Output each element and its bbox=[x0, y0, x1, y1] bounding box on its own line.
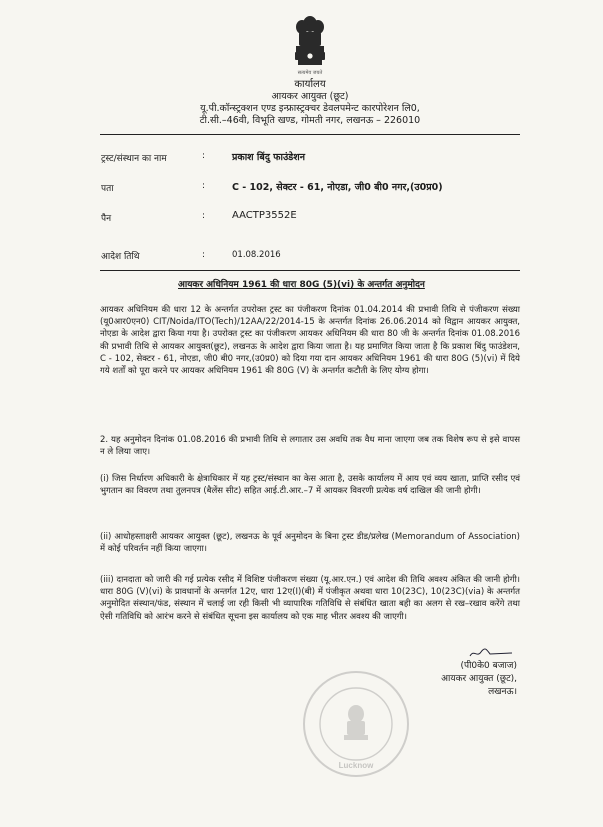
name-colon: : bbox=[202, 151, 206, 161]
address-colon: : bbox=[202, 181, 206, 191]
header-office: कार्यालय bbox=[294, 79, 326, 90]
emblem-motto: सत्यमेव जयते bbox=[297, 70, 323, 76]
fields-divider bbox=[100, 270, 520, 271]
header-authority: आयकर आयुक्त (छूट) bbox=[271, 91, 349, 102]
date-colon: : bbox=[202, 250, 206, 260]
signatory-designation: आयकर आयुक्त (छूट), bbox=[441, 674, 517, 684]
signatory-name: (पी0के0 बजाज) bbox=[460, 661, 517, 671]
header-building: यू.पी.कॉन्स्ट्रक्शन एण्ड इन्फ्रास्ट्रक्चर डेवलपमेन्ट कारपोरेशन लि0, bbox=[200, 103, 420, 114]
date-value: 01.08.2016 bbox=[232, 250, 281, 260]
name-label: ट्रस्ट/संस्थान का नाम bbox=[101, 154, 167, 164]
document-title: आयकर अधिनियम 1961 की धारा 80G (5)(vi) के अन्तर्गत अनुमोदन bbox=[178, 280, 425, 290]
header-address: टी.सी.–46वी, विभूति खण्ड, गोमती नगर, लखनऊ – 226010 bbox=[199, 115, 421, 126]
paragraph-5: (iii) दानदाता को जारी की गई प्रत्येक रसीद में विशिष्ट पंजीकरण संख्या (यू.आर.एन.) एवं आदेश की तिथि अवश्य अंकित की जानी होगी। धारा 80G (V)(vi) के प्रावधानों के अन्तर्गत 12ए, धारा 12ए(I)(बी) में पंजीकृत अथवा धारा 10(23C), 10(23C)(via) के अन्तर्गत अनुमोदित संस्थान/फंड, संस्थान में चलाई जा रही किसी भी व्यापारिक गतिविधि से संबंधित खाता बही का अलग से रख–रखाव करेंगे तथा ऐसी गतिविधि को आरंभ करने से संबंधित सूचना इस कार्यालय को एक माह भीतर अवश्य की जाएगी। bbox=[100, 575, 520, 622]
paragraph-4: (ii) आधोहस्ताक्षरी आयकर आयुक्त (छूट), लखनऊ के पूर्व अनुमोदन के बिना ट्रस्ट डीड/प्रलेख (Memorandum of Association) में कोई परिवर्तन नहीं किया जाएगा। bbox=[100, 532, 520, 555]
date-label: आदेश तिथि bbox=[101, 252, 140, 262]
official-seal-icon bbox=[300, 668, 412, 780]
pan-colon: : bbox=[202, 211, 206, 221]
paragraph-1: आयकर अधिनियम की धारा 12 के अन्तर्गत उपरोक्त ट्रस्ट का पंजीकरण दिनांक 01.04.2014 की प्रभावी तिथि से पंजीकरण संख्या (यू0आर0एन0) CIT/Noida/ITO(Tech)/12AA/22/2014-15 के अन्तर्गत दिनांक 26.06.2014 को विद्वान आयकर आयुक्त, नोएडा के आदेश द्वारा किया गया है। उपरोक्त ट्रस्ट का पंजीकरण आयकर अधिनियम की धारा 80 जी के अन्तर्गत दिनांक 01.08.2016 की प्रभावी तिथि से आयकर आयुक्त(छूट), लखनऊ के आदेश द्वारा किया जाता है। यह प्रमाणित किया जाता है कि प्रकाश बिंदु फाउंडेशन, C - 102, सेक्टर - 61, नोएडा, जी0 बी0 नगर,(उ0प्र0) को दिया गया दान आयकर अधिनियम 1961 की धारा 80G (5)(vi) में दिये गये शर्तों को पूरा करने पर आयकर अधिनियम 1961 की 80G (V) के अन्तर्गत कटौती के लिए योग्य होगा। bbox=[100, 305, 520, 377]
signature-scribble-icon bbox=[468, 647, 514, 659]
national-emblem-icon bbox=[290, 14, 330, 72]
name-value: प्रकाश बिंदु फाउंडेशन bbox=[232, 152, 305, 163]
header-divider bbox=[100, 134, 520, 135]
paragraph-3: (i) जिस निर्धारण अधिकारी के क्षेत्राधिकार में यह ट्रस्ट/संस्थान का केस आता है, उसके कार्यालय में आय एवं व्यय खाता, प्राप्ति रसीद एवं भुगतान का विवरण तथा तुलनपत्र (बैलेंस सीट) सहित आई.टी.आर.–7 में आयकर विवरणी प्रत्येक वर्ष दाखिल की जानी होगी। bbox=[100, 474, 520, 497]
address-value: C - 102, सेक्टर - 61, नोएडा, जी0 बी0 नगर,(उ0प्र0) bbox=[232, 182, 443, 193]
pan-value: AACTP3552E bbox=[232, 210, 297, 221]
signatory-place: लखनऊ। bbox=[488, 687, 517, 697]
seal-text: Lucknow bbox=[338, 761, 374, 770]
address-label: पता bbox=[101, 184, 114, 194]
pan-label: पैन bbox=[101, 214, 112, 224]
paragraph-2: 2. यह अनुमोदन दिनांक 01.08.2016 की प्रभावी तिथि से लगातार उस अवधि तक वैध माना जाएगा जब तक विशेष रूप से इसे वापस न ले लिया जाए। bbox=[100, 435, 520, 458]
